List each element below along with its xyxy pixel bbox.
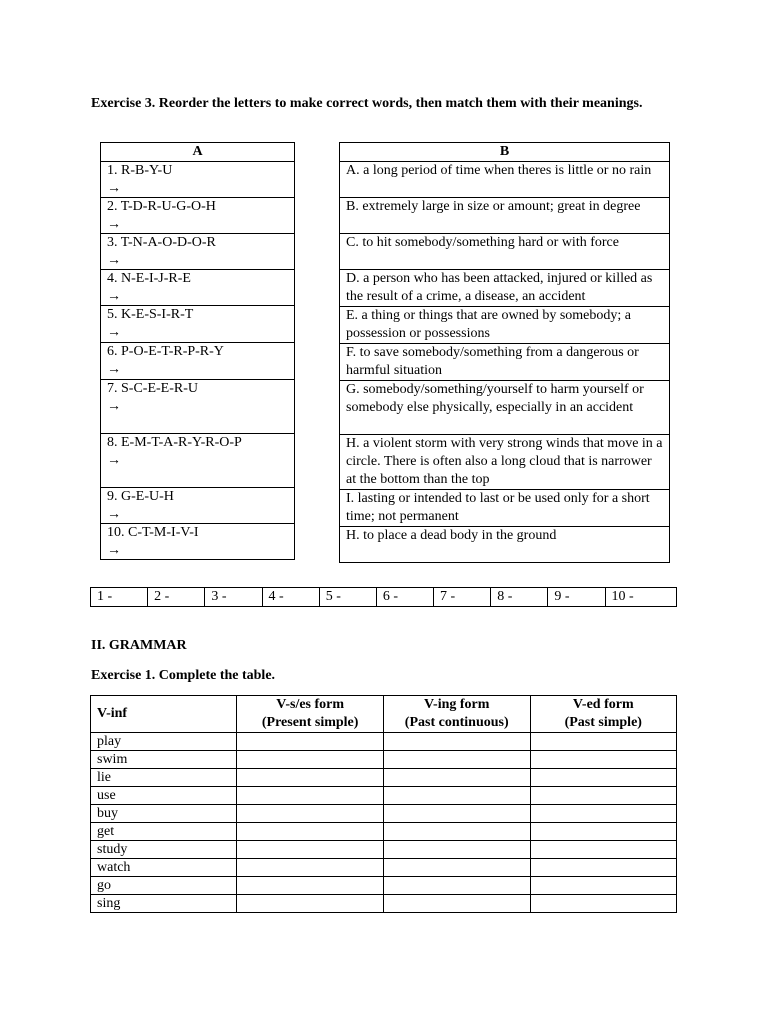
word-item-1: 1. R-B-Y-U → <box>101 162 295 198</box>
meaning-item-h-2: H. to place a dead body in the ground <box>340 527 670 563</box>
header-vinf: V-inf <box>91 696 237 733</box>
verb-cell: get <box>91 823 237 841</box>
meaning-item-b: B. extremely large in size or amount; great in degree <box>340 198 670 234</box>
arrow-icon: → <box>107 507 121 522</box>
answer-cell-2[interactable]: 2 - <box>148 588 205 607</box>
blank-cell[interactable] <box>530 841 676 859</box>
blank-cell[interactable] <box>237 823 384 841</box>
blank-cell[interactable] <box>530 751 676 769</box>
verb-cell: watch <box>91 859 237 877</box>
word-item-5: 5. K-E-S-I-R-T → <box>101 306 295 343</box>
blank-cell[interactable] <box>237 787 384 805</box>
header-ved-form: V-ed form (Past simple) <box>530 696 676 733</box>
verb-cell: swim <box>91 751 237 769</box>
verb-cell: sing <box>91 895 237 913</box>
blank-cell[interactable] <box>237 733 384 751</box>
blank-cell[interactable] <box>383 823 530 841</box>
verb-forms-table <box>90 695 677 913</box>
answer-cell-9[interactable]: 9 - <box>548 588 605 607</box>
header-vs-form: V-s/es form (Present simple) <box>237 696 384 733</box>
blank-cell[interactable] <box>383 733 530 751</box>
blank-cell[interactable] <box>237 859 384 877</box>
blank-cell[interactable] <box>383 841 530 859</box>
arrow-icon: → <box>107 181 121 196</box>
meaning-item-e: E. a thing or things that are owned by somebody; a possession or possessions <box>340 307 670 344</box>
meaning-item-c: C. to hit somebody/something hard or with force <box>340 234 670 270</box>
blank-cell[interactable] <box>383 895 530 913</box>
column-b-header: B <box>340 143 670 162</box>
word-item-3: 3. T-N-A-O-D-O-R → <box>101 234 295 270</box>
blank-cell[interactable] <box>237 841 384 859</box>
blank-cell[interactable] <box>383 877 530 895</box>
answer-cell-6[interactable]: 6 - <box>376 588 433 607</box>
arrow-icon: → <box>107 253 121 268</box>
answer-table <box>90 587 677 607</box>
word-item-6: 6. P-O-E-T-R-P-R-Y → <box>101 343 295 380</box>
exercise3-column-b-table <box>339 142 670 563</box>
word-item-2: 2. T-D-R-U-G-O-H → <box>101 198 295 234</box>
answer-cell-7[interactable]: 7 - <box>434 588 491 607</box>
blank-cell[interactable] <box>383 859 530 877</box>
answer-cell-8[interactable]: 8 - <box>491 588 548 607</box>
blank-cell[interactable] <box>530 787 676 805</box>
exercise3-column-a-table <box>100 142 295 560</box>
blank-cell[interactable] <box>237 895 384 913</box>
word-item-4: 4. N-E-I-J-R-E → <box>101 270 295 306</box>
answer-cell-3[interactable]: 3 - <box>205 588 262 607</box>
answer-cell-1[interactable]: 1 - <box>91 588 148 607</box>
arrow-icon: → <box>107 325 121 340</box>
verb-cell: lie <box>91 769 237 787</box>
meaning-item-a: A. a long period of time when theres is little or no rain <box>340 162 670 198</box>
blank-cell[interactable] <box>530 769 676 787</box>
blank-cell[interactable] <box>237 769 384 787</box>
verb-cell: buy <box>91 805 237 823</box>
meaning-item-i: I. lasting or intended to last or be used only for a short time; not permanent <box>340 490 670 527</box>
word-item-7: 7. S-C-E-E-R-U → <box>101 380 295 434</box>
word-item-8: 8. E-M-T-A-R-Y-R-O-P → <box>101 434 295 488</box>
arrow-icon: → <box>107 399 121 414</box>
blank-cell[interactable] <box>237 877 384 895</box>
blank-cell[interactable] <box>237 751 384 769</box>
answer-cell-4[interactable]: 4 - <box>262 588 319 607</box>
header-ving-form: V-ing form (Past continuous) <box>383 696 530 733</box>
verb-cell: go <box>91 877 237 895</box>
blank-cell[interactable] <box>383 787 530 805</box>
blank-cell[interactable] <box>530 859 676 877</box>
blank-cell[interactable] <box>530 895 676 913</box>
blank-cell[interactable] <box>383 751 530 769</box>
arrow-icon: → <box>107 217 121 232</box>
exercise3-title: Exercise 3. Reorder the letters to make correct words, then match them with their meanings. <box>91 96 643 111</box>
blank-cell[interactable] <box>383 805 530 823</box>
answer-cell-5[interactable]: 5 - <box>319 588 376 607</box>
word-item-9: 9. G-E-U-H → <box>101 488 295 524</box>
arrow-icon: → <box>107 453 121 468</box>
meaning-item-h: H. a violent storm with very strong winds that move in a circle. There is often also a long cloud that is narrower at the bottom than the top <box>340 435 670 490</box>
meaning-item-f: F. to save somebody/something from a dangerous or harmful situation <box>340 344 670 381</box>
arrow-icon: → <box>107 362 121 377</box>
arrow-icon: → <box>107 289 121 304</box>
grammar-section-title: II. GRAMMAR <box>91 638 187 653</box>
blank-cell[interactable] <box>530 823 676 841</box>
meaning-item-g: G. somebody/something/yourself to harm yourself or somebody else physically, especially in an accident <box>340 381 670 435</box>
verb-cell: play <box>91 733 237 751</box>
arrow-icon: → <box>107 543 121 558</box>
column-a-header: A <box>101 143 295 162</box>
meaning-item-d: D. a person who has been attacked, injured or killed as the result of a crime, a disease, an accident <box>340 270 670 307</box>
verb-cell: study <box>91 841 237 859</box>
blank-cell[interactable] <box>530 805 676 823</box>
blank-cell[interactable] <box>383 769 530 787</box>
verb-cell: use <box>91 787 237 805</box>
word-item-10: 10. C-T-M-I-V-I → <box>101 524 295 560</box>
grammar-exercise1-title: Exercise 1. Complete the table. <box>91 668 276 683</box>
blank-cell[interactable] <box>530 733 676 751</box>
answer-cell-10[interactable]: 10 - <box>605 588 676 607</box>
blank-cell[interactable] <box>530 877 676 895</box>
blank-cell[interactable] <box>237 805 384 823</box>
